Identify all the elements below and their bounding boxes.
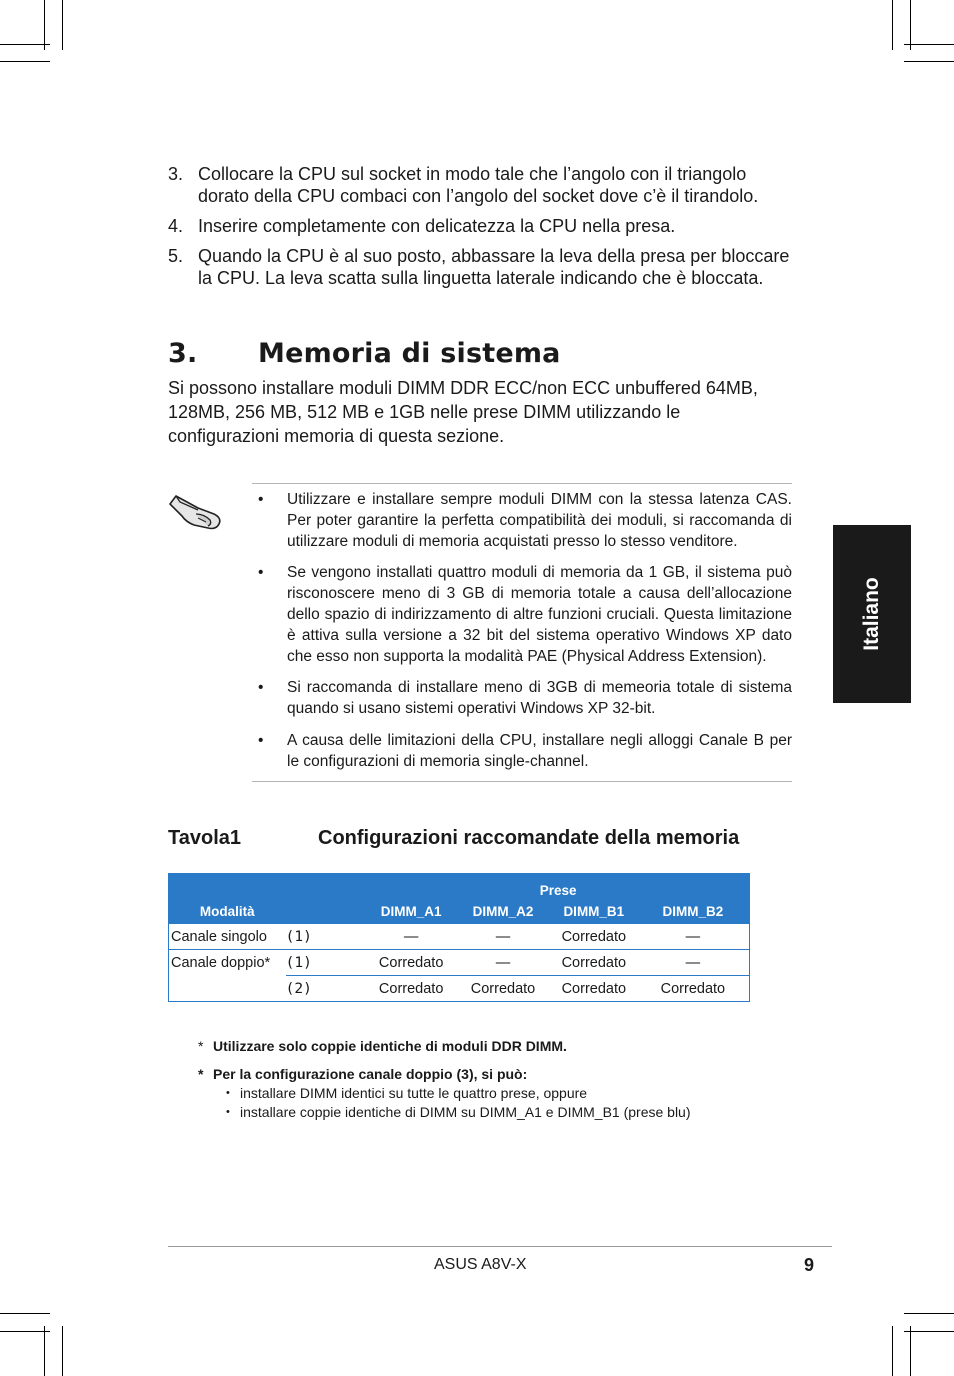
table-row <box>169 976 750 1002</box>
table-title: Configurazioni raccomandate della memoria <box>318 827 740 849</box>
step-text: Inserire completamente con delicatezza la CPU nella presa. <box>198 216 676 236</box>
table-cell: — <box>637 924 750 950</box>
footnote-bullet: • installare coppie identiche di DIMM su DIMM_A1 e DIMM_B1 (prese blu) <box>226 1103 691 1122</box>
mode-cell: Canale singolo <box>169 924 286 950</box>
step-number: 5. <box>168 246 184 266</box>
table-header-row <box>169 898 750 924</box>
footnote-marker: * <box>198 1038 204 1054</box>
note-text: Si raccomanda di installare meno di 3GB di memeoria totale di sistema quando si usano sistemi operativi Windows XP 32-bit. <box>287 679 792 718</box>
step-text: Collocare la CPU sul socket in modo tale che l’angolo con il triangolo dorato della CPU combaci con l’angolo del socket dove c’è il tirandolo. <box>198 164 759 206</box>
crop-mark <box>62 1326 63 1376</box>
crop-mark <box>904 1331 954 1332</box>
config-cell: (1) <box>286 950 368 976</box>
note-text: Se vengono installati quattro moduli di memoria da 1 GB, il sistema può risconoscere meno di 3 GB di memoria totale a causa dell’allocazione dello spazio di indirizzamento di altre funzioni cruciali. Questa limitazione è attiva sulla versione a 32 bit del sistema operativo Windows XP dato che esso non supporta la modalità PAE (Physical Address Extension). <box>287 564 792 665</box>
column-header: DIMM_A1 <box>380 903 442 919</box>
language-side-tab <box>833 525 911 703</box>
section-title: Memoria di sistema <box>258 338 561 369</box>
table-cell: Corredato <box>660 980 726 997</box>
mode-header: Modalità <box>199 903 255 919</box>
mode-cell <box>169 976 286 1002</box>
step-item <box>168 163 792 207</box>
note-box <box>252 483 792 782</box>
language-label: Italiano <box>860 577 883 651</box>
table-cell: — <box>455 924 551 950</box>
page-number: 9 <box>804 1255 815 1275</box>
installation-steps <box>168 163 792 297</box>
pointing-hand-icon <box>168 492 224 539</box>
footer-product-name: ASUS A8V-X <box>434 1256 527 1273</box>
footnote-text: Per la configurazione canale doppio (3), si può: <box>213 1066 528 1082</box>
table-cell: — <box>367 924 455 950</box>
note-text: Utilizzare e installare sempre moduli DIMM con la stessa latenza CAS. Per poter garantire la perfetta compatibilità dei moduli, si raccomanda di utilizzare moduli di memoria acquistati presso lo stesso venditore. <box>287 491 792 550</box>
table-caption <box>168 827 739 850</box>
footnote <box>198 1037 691 1056</box>
footnote-bullets <box>226 1084 691 1122</box>
crop-mark <box>44 1326 45 1376</box>
table-footnotes <box>198 1037 691 1122</box>
section-number: 3. <box>168 338 198 369</box>
crop-mark <box>892 1326 893 1376</box>
step-text: Quando la CPU è al suo posto, abbassare la leva della presa per bloccare la CPU. La leva scatta sulla linguetta laterale indicando che è bloccata. <box>198 246 790 288</box>
step-item <box>168 245 792 289</box>
table-cell: Corredato <box>551 924 637 950</box>
step-item <box>168 215 792 237</box>
note-item: • A causa delle limitazioni della CPU, installare negli alloggi Canale B per le configurazioni di memoria single-channel. <box>258 731 792 770</box>
memory-config-table <box>168 873 750 1002</box>
table-row <box>169 924 750 950</box>
config-cell: (2) <box>285 980 312 997</box>
table-header-row <box>169 874 750 899</box>
step-number: 4. <box>168 216 184 236</box>
crop-mark <box>910 0 911 50</box>
section-intro: Si possono installare moduli DIMM DDR ECC/non ECC unbuffered 64MB, 128MB, 256 MB, 512 MB e 1GB nelle prese DIMM utilizzando le configurazioni memoria di questa sezione. <box>168 378 758 446</box>
crop-mark <box>0 61 50 62</box>
crop-mark <box>910 1326 911 1376</box>
crop-mark <box>904 44 954 45</box>
footnote <box>198 1065 691 1084</box>
table-row <box>169 950 750 976</box>
mode-cell: Canale doppio* <box>171 954 271 971</box>
note-text: A causa delle limitazioni della CPU, installare negli alloggi Canale B per le configurazioni di memoria single-channel. <box>287 731 792 770</box>
table-cell: — <box>455 950 551 976</box>
section-heading <box>168 338 561 369</box>
note-item: • Si raccomanda di installare meno di 3GB di memeoria totale di sistema quando si usano sistemi operativi Windows XP 32-bit. <box>258 679 792 718</box>
note-list <box>252 490 792 773</box>
footnote-bullet: • installare DIMM identici su tutte le quattro prese, oppure <box>226 1084 691 1103</box>
crop-mark <box>44 0 45 50</box>
footnote-text: Utilizzare solo coppie identiche di moduli DDR DIMM. <box>213 1038 567 1054</box>
column-header: DIMM_A2 <box>472 903 534 919</box>
crop-mark <box>62 0 63 50</box>
footnote-marker: * <box>198 1066 204 1082</box>
table-cell: Corredato <box>561 980 627 997</box>
footer-divider <box>168 1246 832 1247</box>
crop-mark <box>0 44 50 45</box>
table-cell: Corredato <box>378 980 444 997</box>
step-number: 3. <box>168 164 184 184</box>
crop-mark <box>904 1313 954 1314</box>
crop-mark <box>0 1331 50 1332</box>
crop-mark <box>0 1313 50 1314</box>
config-cell: (1) <box>286 924 368 950</box>
column-header: DIMM_B2 <box>662 903 724 919</box>
table-cell: Corredato <box>367 950 455 976</box>
table-cell: Corredato <box>470 980 536 997</box>
crop-mark <box>904 61 954 62</box>
crop-mark <box>892 0 893 50</box>
table-cell: — <box>637 950 750 976</box>
note-item: • Se vengono installati quattro moduli di memoria da 1 GB, il sistema può risconoscere meno di 3 GB di memoria totale a causa dell’allocazione dello spazio di indirizzamento di altre funzioni cruciali. Questa limitazione è attiva sulla versione a 32 bit del sistema operativo Windows XP dato che esso non supporta la modalità PAE (Physical Address Extension). <box>258 564 792 665</box>
table-label: Tavola1 <box>168 827 241 849</box>
sockets-group-header: Prese <box>539 883 577 898</box>
table-cell: Corredato <box>551 950 637 976</box>
column-header: DIMM_B1 <box>563 903 625 919</box>
note-item: • Utilizzare e installare sempre moduli DIMM con la stessa latenza CAS. Per poter garantire la perfetta compatibilità dei moduli, si raccomanda di utilizzare moduli di memoria acquistati presso lo stesso venditore. <box>258 491 792 550</box>
